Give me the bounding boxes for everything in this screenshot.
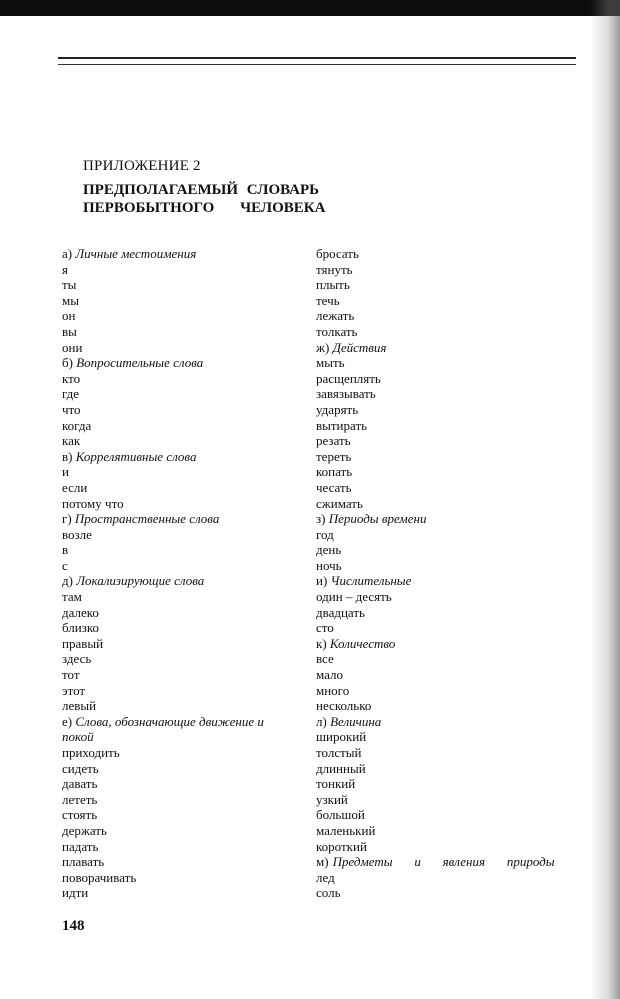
section-marker: а) xyxy=(62,246,73,261)
title-line-1: ПРЕДПОЛАГАЕМЫЙ СЛОВАРЬ xyxy=(83,182,320,198)
section-heading xyxy=(62,511,310,527)
vocabulary-word: если xyxy=(62,479,88,495)
vocabulary-word: вытирать xyxy=(316,417,368,433)
section-label: Числительные xyxy=(330,573,412,589)
section-heading xyxy=(316,854,560,870)
vocabulary-word: плавать xyxy=(62,854,105,870)
section-heading-continuation: покой xyxy=(62,729,94,745)
vocabulary-word: когда xyxy=(62,417,92,433)
vocabulary-word: он xyxy=(62,308,76,324)
vocabulary-word: лететь xyxy=(62,791,98,807)
section-marker: б) xyxy=(62,355,73,371)
vocabulary-word: чесать xyxy=(316,479,352,495)
vocabulary-word: как xyxy=(62,433,81,449)
section-marker: ж) xyxy=(316,339,330,355)
section-label: Действия xyxy=(332,339,387,355)
vocabulary-word: идти xyxy=(62,885,89,901)
section-marker: г) xyxy=(62,511,72,527)
section-marker: з) xyxy=(316,511,326,527)
section-label: Предметы и явления природы xyxy=(332,854,555,870)
page-number: 148 xyxy=(62,918,85,934)
vocabulary-word: стоять xyxy=(62,807,98,823)
section-marker: д) xyxy=(62,573,73,589)
vocabulary-word: течь xyxy=(316,292,340,308)
vocabulary-word: падать xyxy=(62,838,99,854)
section-marker: л) xyxy=(316,713,327,729)
vocabulary-word: тот xyxy=(62,667,80,683)
section-label: Величина xyxy=(330,713,382,729)
section-marker: в) xyxy=(62,448,73,464)
section-marker: е) xyxy=(62,713,73,729)
vocabulary-word: лед xyxy=(316,869,335,885)
vocabulary-word: соль xyxy=(316,885,341,901)
vocabulary-word: тонкий xyxy=(316,776,356,792)
vocabulary-word: двадцать xyxy=(316,604,365,620)
vocabulary-word: длинный xyxy=(316,760,366,776)
vocabulary-word: ты xyxy=(62,277,77,293)
vocabulary-word: несколько xyxy=(316,698,372,714)
scan-page-fold-shadow xyxy=(590,0,620,999)
vocabulary-word: расщеплять xyxy=(316,370,381,386)
vocabulary-word: этот xyxy=(62,682,86,698)
header-rule-thin xyxy=(58,64,576,65)
vocabulary-word: давать xyxy=(62,776,98,792)
section-heading xyxy=(62,714,310,730)
vocabulary-word: широкий xyxy=(316,729,367,745)
section-marker: к) xyxy=(316,635,327,651)
vocabulary-word: толстый xyxy=(316,745,362,760)
vocabulary-word: мыть xyxy=(316,355,345,371)
vocabulary-word: бросать xyxy=(316,246,359,261)
vocabulary-word: и xyxy=(62,464,69,480)
vocabulary-word: копать xyxy=(316,464,353,480)
section-heading xyxy=(316,636,560,652)
section-heading xyxy=(62,449,310,465)
page-title xyxy=(83,181,325,217)
header-rule-thick xyxy=(58,57,576,59)
left-column xyxy=(62,246,310,901)
vocabulary-word: сжимать xyxy=(316,495,363,511)
vocabulary-word: один – десять xyxy=(316,589,392,605)
section-label: Пространственные слова xyxy=(74,511,220,527)
scan-top-edge xyxy=(0,0,620,16)
title-line-2: ПЕРВОБЫТНОГО ЧЕЛОВЕКА xyxy=(83,200,326,216)
section-heading xyxy=(62,355,310,371)
section-label: Личные местоимения xyxy=(75,246,197,261)
section-label: Периоды времени xyxy=(328,511,427,527)
vocabulary-word: держать xyxy=(62,822,107,838)
section-label: Количество xyxy=(329,635,396,651)
vocabulary-word: лежать xyxy=(316,308,355,324)
section-label: Коррелятивные слова xyxy=(75,448,197,464)
vocabulary-word: плыть xyxy=(316,277,350,293)
vocabulary-word: ударять xyxy=(316,401,359,417)
vocabulary-word: там xyxy=(62,589,82,605)
vocabulary-word: здесь xyxy=(62,651,92,667)
section-heading xyxy=(316,573,560,589)
section-marker: и) xyxy=(316,573,328,589)
vocabulary-word: большой xyxy=(316,807,365,823)
vocabulary-word: где xyxy=(62,386,80,402)
appendix-label: ПРИЛОЖЕНИЕ 2 xyxy=(83,158,201,174)
vocabulary-word: маленький xyxy=(316,822,376,838)
vocabulary-word: узкий xyxy=(316,791,348,807)
vocabulary-word: тереть xyxy=(316,448,352,464)
vocabulary-word: я xyxy=(62,261,68,277)
section-heading xyxy=(62,573,310,589)
vocabulary-word: ночь xyxy=(316,557,342,573)
vocabulary-word: они xyxy=(62,339,83,355)
vocabulary-word: тянуть xyxy=(316,261,353,277)
section-heading xyxy=(316,511,560,527)
section-label: Локализирующие слова xyxy=(76,573,205,589)
section-label: Вопросительные слова xyxy=(76,355,204,371)
vocabulary-word: день xyxy=(316,542,342,558)
vocabulary-word: резать xyxy=(316,433,351,449)
vocabulary-word: сидеть xyxy=(62,760,99,776)
section-heading xyxy=(316,714,560,730)
vocabulary-word: поворачивать xyxy=(62,869,137,885)
vocabulary-word: год xyxy=(316,526,334,542)
vocabulary-word: близко xyxy=(62,620,100,636)
vocabulary-word: толкать xyxy=(316,323,358,339)
vocabulary-word: с xyxy=(62,557,68,573)
vocabulary-word: мало xyxy=(316,667,344,683)
vocabulary-word: сто xyxy=(316,620,334,636)
vocabulary-word: возле xyxy=(62,526,92,542)
vocabulary-word: все xyxy=(316,651,334,667)
section-label: Слова, обозначающие движение и xyxy=(75,713,264,729)
vocabulary-word: левый xyxy=(62,698,97,714)
vocabulary-word: короткий xyxy=(316,838,367,854)
section-marker: м) xyxy=(316,854,329,870)
vocabulary-word: правый xyxy=(62,635,104,651)
vocabulary-word: далеко xyxy=(62,604,99,620)
vocabulary-word: что xyxy=(62,401,81,417)
vocabulary-word: кто xyxy=(62,370,81,386)
vocabulary-word: вы xyxy=(62,323,77,339)
vocabulary-word: приходить xyxy=(62,745,120,760)
section-heading xyxy=(316,340,560,356)
vocabulary-word: завязывать xyxy=(316,386,376,402)
right-column xyxy=(316,246,560,901)
vocabulary-word: в xyxy=(62,542,69,558)
vocabulary-word: потому что xyxy=(62,495,124,511)
vocabulary-word: мы xyxy=(62,292,79,308)
section-heading xyxy=(62,246,310,262)
vocabulary-word: много xyxy=(316,682,350,698)
